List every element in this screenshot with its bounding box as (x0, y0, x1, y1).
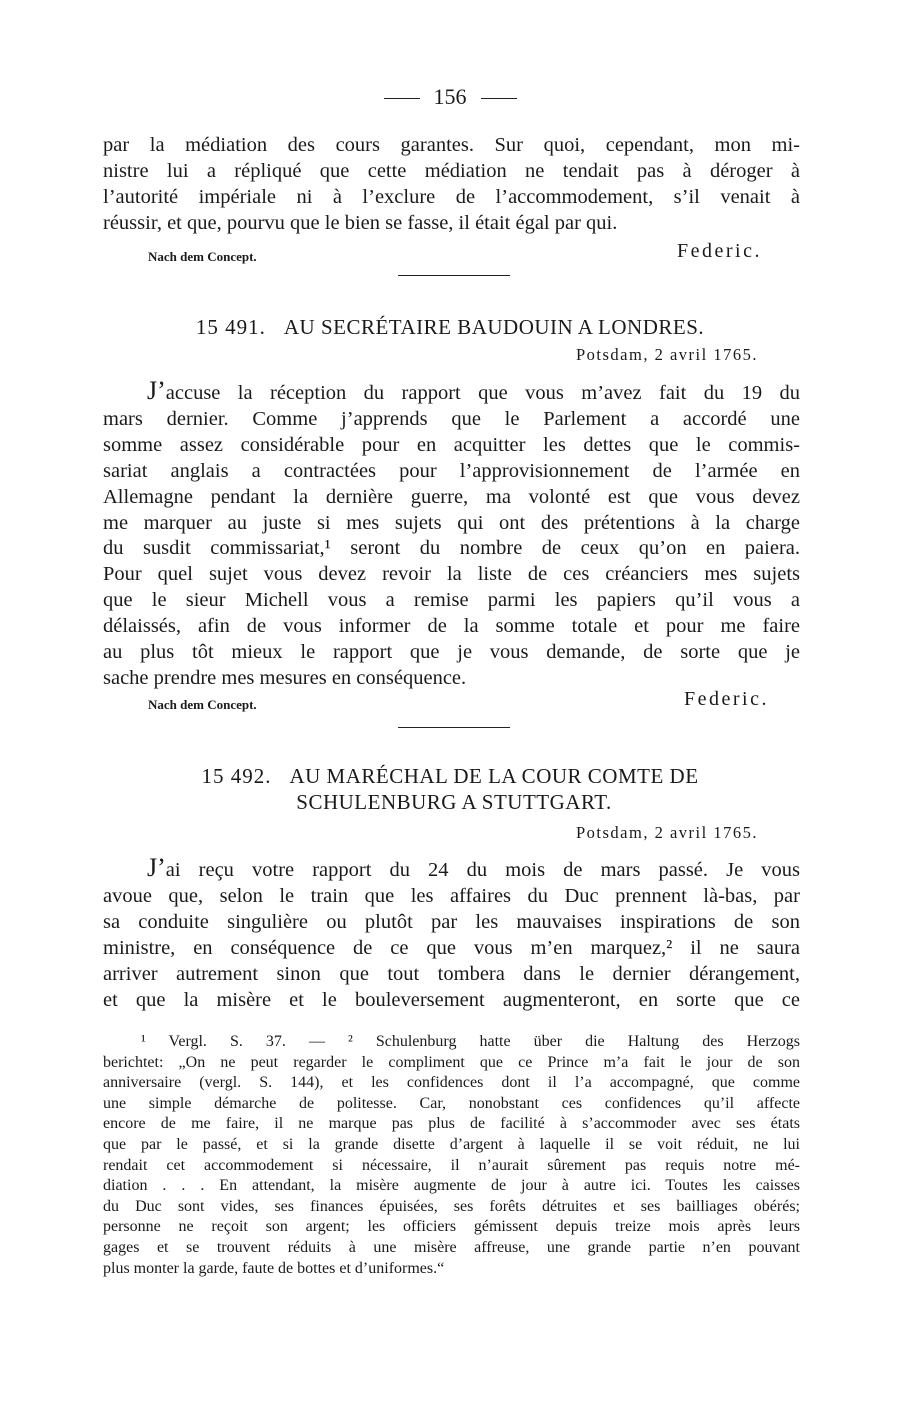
text-line: que le sieur Michell vous a remise parmi les papiers qu’il vous a (103, 589, 800, 612)
letter-title: SCHULENBURG A STUTTGART. (296, 790, 612, 814)
source-note: Nach dem Concept. (148, 697, 257, 712)
page-header (0, 84, 900, 110)
text-line: du susdit commissariat,¹ seront du nombre de ceux qu’on en paiera. (103, 537, 800, 560)
footnote-line: rendait cet accommodement si nécessaire, il n’aurait sûrement pas requis notre mé- (103, 1156, 800, 1174)
text-line: au plus tôt mieux le rapport que je vous demande, de sorte que je (103, 641, 800, 664)
dateline: Potsdam, 2 avril 1765. (576, 345, 758, 364)
continuation-paragraph (103, 133, 800, 237)
header-dash-right (481, 98, 517, 99)
section-divider (398, 727, 510, 728)
text-line: sa conduite singulière ou plutôt par les mauvaises inspirations de son (103, 910, 800, 933)
text-line: sache prendre mes mesures en conséquence. (103, 666, 467, 689)
page-number: 156 (433, 84, 467, 109)
text-line: l’autorité impériale ni à l’exclure de l’accommodement, s’il venait à (103, 185, 800, 208)
letter-title: AU SECRÉTAIRE BAUDOUIN A LONDRES. (283, 315, 705, 339)
text-line: me marquer au juste si mes sujets qui ont des prétentions à la charge (103, 511, 800, 534)
signature: Federic. (677, 240, 762, 262)
letter-heading (0, 764, 900, 789)
text-line: J’accuse la réception du rapport que vous m’avez fait du 19 du (147, 376, 800, 405)
footnote-line: encore de me faire, il ne marque pas plus de facilité à s’accommoder avec ses états (103, 1115, 800, 1133)
footnote-line: anniversaire (vergl. S. 144), et les confidences dont il l’a accompagné, que comme (103, 1074, 800, 1092)
section-divider (398, 275, 510, 276)
footnote-line: berichtet: „On ne peut regarder le compliment que ce Prince m’a fait le jour de son (103, 1053, 800, 1071)
letter-heading-continued (0, 790, 900, 815)
footnote-line: du Duc sont vides, ses finances épuisées, ses forêts détruites et ses bailliages obérés; (103, 1197, 800, 1215)
footnote-line: diation . . . En attendant, la misère augmente de jour à autre ici. Toutes les caisses (103, 1177, 800, 1195)
text-line: J’ai reçu votre rapport du 24 du mois de mars passé. Je vous (147, 853, 800, 882)
text-line: et que la misère et le bouleversement augmenteront, en sorte que ce (103, 988, 800, 1011)
text-line: délaissés, afin de vous informer de la somme totale et pour me faire (103, 615, 800, 638)
footnote-line: une simple démarche de politesse. Car, nonobstant ces confidences qu’il affecte (103, 1094, 800, 1112)
footnote-line: que par le passé, et si la grande disette d’argent à laquelle il se voit réduit, ne lui (103, 1135, 800, 1153)
text-line: par la médiation des cours garantes. Sur quoi, cependant, mon mi- (103, 134, 800, 156)
text-line: sariat anglais a contractées pour l’approvisionnement de l’armée en (103, 459, 800, 482)
source-note: Nach dem Concept. (148, 249, 257, 264)
letter-body (103, 855, 800, 1013)
footnotes (103, 1032, 800, 1279)
signature: Federic. (684, 688, 769, 710)
letter-number: 15 491. (195, 315, 266, 339)
dateline: Potsdam, 2 avril 1765. (576, 823, 758, 842)
letter-number: 15 492. (201, 764, 272, 788)
text-line: nistre lui a répliqué que cette médiation ne tendait pas à déroger à (103, 159, 800, 182)
letter-title: AU MARÉCHAL DE LA COUR COMTE DE (289, 764, 699, 788)
text-line: Allemagne pendant la dernière guerre, ma volonté est que vous devez (103, 485, 800, 508)
letter-heading (0, 315, 900, 340)
text-line: réussir, et que, pourvu que le bien se fasse, il était égal par qui. (103, 211, 618, 234)
footnote-line: plus monter la garde, faute de bottes et d’uniformes.“ (103, 1259, 445, 1277)
letter-body (103, 378, 800, 692)
text-line: ministre, en conséquence de ce que vous m’en marquez,² il ne saura (103, 936, 800, 959)
footnote-line: gages et se trouvent réduits à une misère affreuse, une grande partie n’en pouvant (103, 1238, 800, 1256)
text-line: avoue que, selon le train que les affaires du Duc prennent là-bas, par (103, 884, 800, 907)
footnote-line: personne ne reçoit son argent; les officiers gémissent depuis treize mois après leurs (103, 1218, 800, 1236)
footnote-line: ¹ Vergl. S. 37. — ² Schulenburg hatte über die Haltung des Herzogs (141, 1033, 800, 1050)
text-line: somme assez considérable pour en acquitter les dettes que le commis- (103, 433, 800, 456)
text-line: arriver autrement sinon que tout tombera dans le dernier dérangement, (103, 962, 800, 985)
text-line: Pour quel sujet vous devez revoir la liste de ces créanciers mes sujets (103, 563, 800, 586)
text-line: mars dernier. Comme j’apprends que le Parlement a accordé une (103, 407, 800, 430)
header-dash-left (384, 98, 420, 99)
